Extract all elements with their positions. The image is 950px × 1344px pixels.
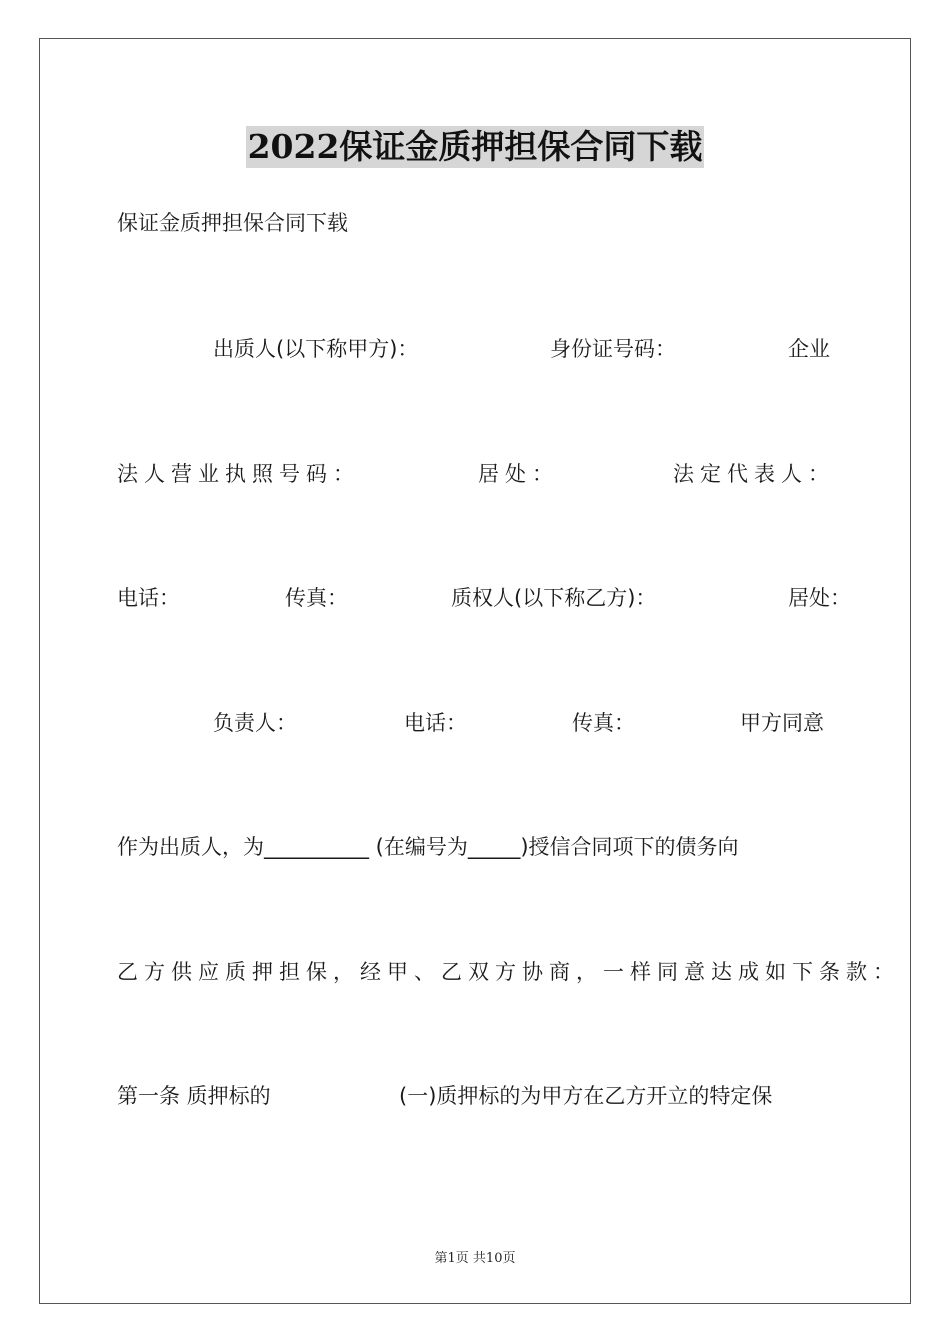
residence-label: 居处： [478,462,559,486]
fax-label: 传真： [285,586,348,610]
legal-representative-label: 法定代表人： [673,462,835,486]
article-one-clause: (一)质押标的为甲方在乙方开立的特定保 [399,1084,773,1108]
document-title [0,126,950,168]
pledgor-label: 出质人(以下称甲方)： [213,337,419,361]
page-footer: 第1页 共10页 [434,1251,516,1266]
paragraph-line-1: 作为出质人，为__________ (在编号为_____)授信合同项下的债务向 [117,835,739,859]
responsible-phone-label: 电话： [404,711,467,735]
paragraph-line-2: 乙方供应质押担保，经甲、乙双方协商，一样同意达成如下条款： [117,960,900,984]
document-title-text: 2022保证金质押担保合同下载 [247,127,703,166]
responsible-fax-label: 传真： [572,711,635,735]
pledgee-residence-label: 居处： [788,586,851,610]
enterprise-label: 企业 [788,337,830,361]
pledgee-label: 质权人(以下称乙方)： [451,586,657,610]
party-a-agrees-text: 甲方同意 [740,711,824,735]
license-number-label: 法人营业执照号码： [117,462,360,486]
article-one-heading: 第一条 质押标的 [117,1084,271,1108]
document-subtitle: 保证金质押担保合同下载 [117,211,348,235]
responsible-person-label: 负责人： [213,711,297,735]
phone-label: 电话： [117,586,180,610]
id-number-label: 身份证号码： [550,337,676,361]
